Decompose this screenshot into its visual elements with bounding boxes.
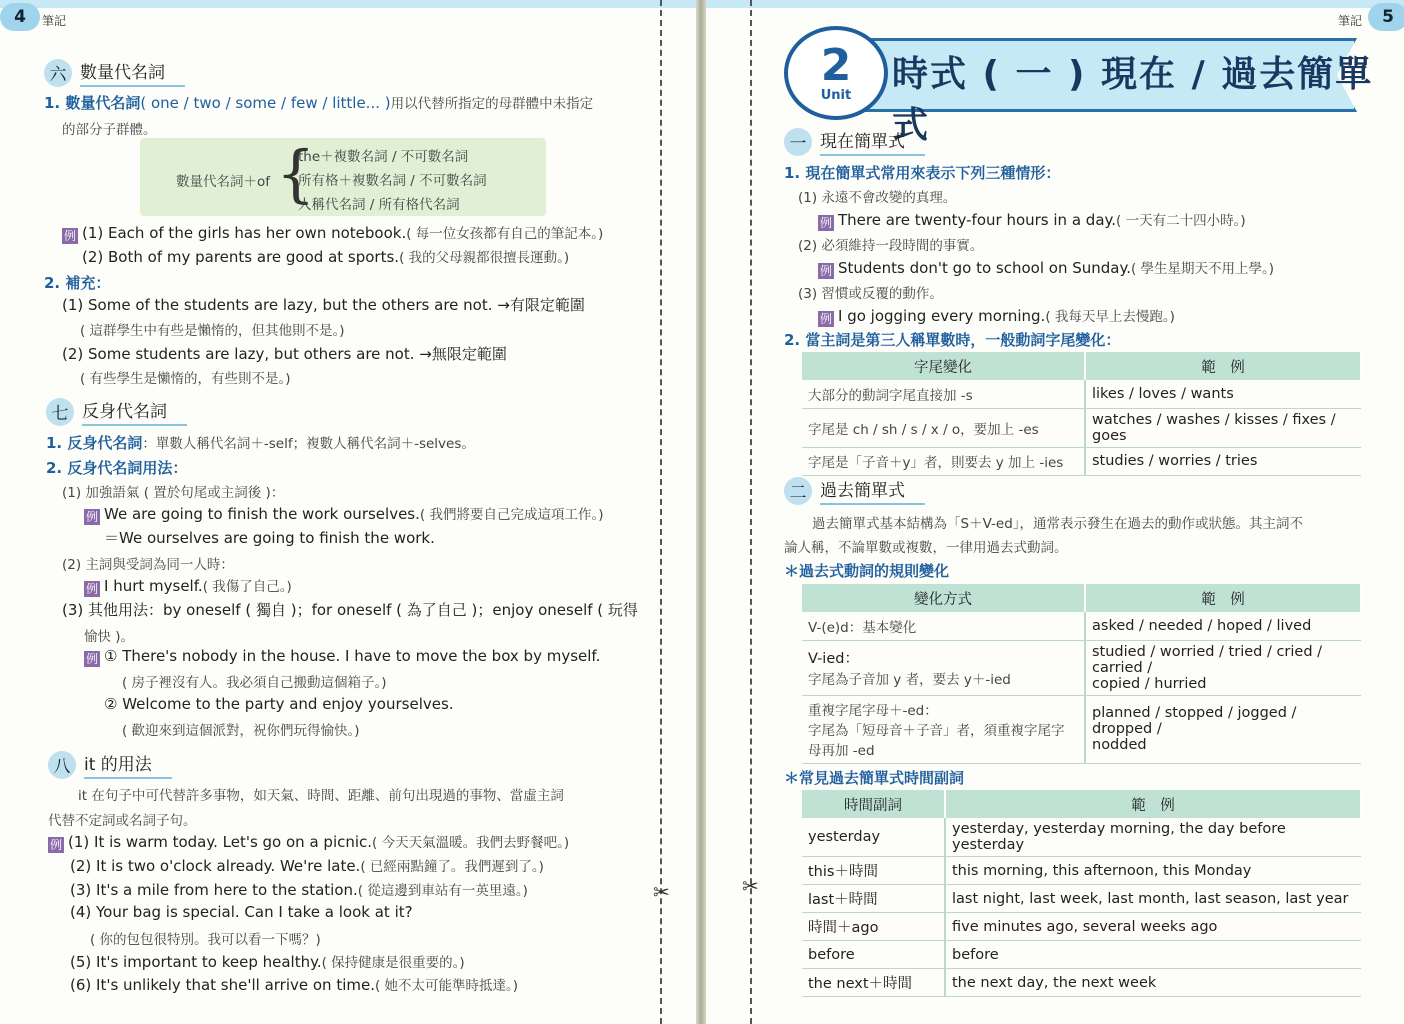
table-row: yesterday yesterday, yesterday morning, the day before yesterday: [802, 818, 1361, 857]
section-number-icon: 七: [46, 398, 74, 426]
usage: (2) 主詞與受詞為同一人時：: [62, 557, 234, 573]
example: (2) Both of my parents are good at sports.( 我的父母親都很擅長運動。): [82, 248, 570, 266]
section-title: 數量代名詞: [80, 58, 185, 87]
section-number-icon: 一: [784, 128, 812, 156]
example-badge: 例: [819, 264, 832, 278]
unit-title: 時式 ( 一 ) 現在 / 過去簡單式: [892, 54, 1374, 146]
example: (2) It is two o'clock already. We're late.( 已經兩點鐘了。我們遲到了。): [70, 857, 544, 875]
scissors-icon: ✂: [742, 874, 759, 898]
sub-heading: ＊常見過去簡單式時間副詞: [784, 769, 965, 787]
example: 例 (1) Each of the girls has her own notebook.( 每一位女孩都有自己的筆記本。): [63, 224, 604, 243]
table-row: 字尾是「子音＋y」者，則要去 y 加上 -ies studies / worries / tries: [802, 447, 1361, 475]
paragraph: 1. 現在簡單式常用來表示下列三種情形：: [784, 164, 1061, 182]
section-title: 過去簡單式: [820, 476, 925, 505]
table-row: V-ied： 字尾為子音加 y 者，要去 y＋-ied studied / worried / tried / cried / carried / copied / hurried: [802, 640, 1361, 695]
time-adverb-table: [802, 790, 1362, 997]
table-header: 範 例: [1085, 352, 1361, 380]
section-number-icon: 二: [784, 477, 812, 505]
formula-left: 數量代名詞＋of: [176, 174, 271, 190]
section-heading-7: [46, 397, 187, 426]
unit-label: Unit: [820, 87, 852, 103]
table-row: this＋時間 this morning, this afternoon, this Monday: [802, 857, 1361, 885]
unit-badge: [784, 26, 888, 120]
section-heading-1: [784, 127, 925, 156]
book-gutter: [696, 0, 706, 1024]
translation: ( 這群學生中有些是懶惰的，但其他則不是。): [80, 323, 345, 339]
table-row: the next＋時間 the next day, the next week: [802, 969, 1361, 997]
section-heading-6: [44, 58, 185, 87]
table-header: 範 例: [945, 790, 1361, 818]
example: ② Welcome to the party and enjoy yourselves.: [104, 695, 454, 713]
example-badge: 例: [85, 652, 98, 666]
example: 例 (1) It is warm today. Let's go on a picnic.( 今天天氣溫暖。我們去野餐吧。): [49, 833, 570, 852]
cut-line: [660, 0, 662, 1024]
example: 例 I hurt myself.( 我傷了自己。): [85, 577, 292, 596]
formula-option: 人稱代名詞 / 所有格代名詞: [298, 197, 460, 213]
table-row: 大部分的動詞字尾直接加 -s likes / loves / wants: [802, 380, 1361, 408]
page-number: 5: [1368, 3, 1404, 31]
translation: ( 歡迎來到這個派對，祝你們玩得愉快。): [122, 723, 360, 739]
right-page: [706, 0, 1404, 1024]
section-heading-8: [48, 750, 172, 779]
table-row: last＋時間 last night, last week, last month, last season, last year: [802, 885, 1361, 913]
example-badge: 例: [819, 216, 832, 230]
paragraph: 2. 當主詞是第三人稱單數時，一般動詞字尾變化：: [784, 331, 1121, 349]
translation: ( 有些學生是懶惰的，有些則不是。): [80, 371, 291, 387]
running-head: 筆記: [42, 14, 67, 28]
usage: 愉快 )。: [84, 629, 135, 645]
example-badge: 例: [819, 312, 832, 326]
usage: (1) 加強語氣 ( 置於句尾或主詞後 )：: [62, 485, 285, 501]
section-title: it 的用法: [84, 750, 172, 779]
sub-heading: ＊過去式動詞的規則變化: [784, 562, 950, 580]
cut-line: [750, 0, 752, 1024]
example: (5) It's important to keep healthy.( 保持健康是很重要的。): [70, 953, 465, 971]
top-band: [706, 0, 1404, 8]
brace: {: [276, 137, 316, 210]
formula-option: the＋複數名詞 / 不可數名詞: [298, 149, 469, 165]
example: 例 There are twenty-four hours in a day.( 一天有二十四小時。): [819, 211, 1246, 230]
example-badge: 例: [85, 510, 98, 524]
paragraph: 2. 補充：: [44, 274, 111, 292]
usage: (1) 永遠不會改變的真理。: [798, 190, 957, 206]
example-badge: 例: [85, 582, 98, 596]
scissors-icon: ✂: [653, 880, 670, 904]
unit-number: 2: [820, 39, 852, 91]
example: (3) It's a mile from here to the station.( 從這邊到車站有一英里遠。): [70, 881, 528, 899]
usage: (3) 習慣或反覆的動作。: [798, 286, 943, 302]
paragraph: 論人稱，不論單數或複數，一律用過去式動詞。: [784, 540, 1068, 556]
example: (4) Your bag is special. Can I take a look at it?: [70, 903, 413, 921]
example: 例 I go jogging every morning.( 我每天早上去慢跑。): [819, 307, 1175, 326]
example: (2) Some students are lazy, but others are not. →無限定範圍: [62, 345, 507, 363]
paragraph: 代替不定詞或名詞子句。: [48, 813, 197, 829]
translation: ( 你的包包很特別。我可以看一下嗎？): [90, 932, 321, 948]
table-row: 時間＋ago five minutes ago, several weeks ago: [802, 913, 1361, 941]
table-header: 變化方式: [802, 584, 1085, 612]
paragraph: 2. 反身代名詞用法：: [46, 459, 188, 477]
paragraph: it 在句子中可代替許多事物，如天氣、時間、距離、前句出現過的事物、當虛主詞: [78, 788, 564, 804]
page-number: 4: [0, 3, 40, 31]
table-row: V-(e)d：基本變化 asked / needed / hoped / lived: [802, 612, 1361, 640]
section-heading-2: [784, 476, 925, 505]
table-row: 字尾是 ch / sh / s / x / o，要加上 -es watches / washes / kisses / fixes / goes: [802, 408, 1361, 447]
usage: (3) 其他用法：by oneself ( 獨自 )；for oneself ( 為了自己 )；enjoy oneself ( 玩得: [62, 601, 638, 619]
running-head: 筆記: [1338, 14, 1363, 28]
table-row: 重複字尾字母＋-ed： 字尾為「短母音＋子音」者，須重複字尾字 母再加 -ed planned / stopped / jogged / dropped / nodded: [802, 695, 1361, 763]
paragraph: 1. 數量代名詞( one / two / some / few / little... )用以代替所指定的母群體中未指定: [44, 94, 594, 112]
example: 例 Students don't go to school on Sunday.( 學生星期天不用上學。): [819, 259, 1275, 278]
section-title: 反身代名詞: [82, 397, 187, 426]
section-title: 現在簡單式: [820, 127, 925, 156]
paragraph: 的部分子群體。: [62, 122, 157, 138]
table-row: before before: [802, 941, 1361, 969]
usage: (2) 必須維持一段時間的事實。: [798, 238, 984, 254]
example: 例 ① There's nobody in the house. I have to move the box by myself.: [85, 647, 601, 666]
section-number-icon: 八: [48, 751, 76, 779]
example: (1) Some of the students are lazy, but the others are not. →有限定範圍: [62, 296, 585, 314]
example: ＝We ourselves are going to finish the work.: [104, 529, 435, 547]
example-badge: 例: [63, 229, 76, 243]
translation: ( 房子裡沒有人。我必須自己搬動這個箱子。): [122, 675, 387, 691]
section-number-icon: 六: [44, 59, 72, 87]
table-header: 範 例: [1085, 584, 1361, 612]
formula-option: 所有格＋複數名詞 / 不可數名詞: [298, 173, 487, 189]
example: 例 We are going to finish the work ourselves.( 我們將要自己完成這項工作。): [85, 505, 604, 524]
left-page: [0, 0, 696, 1024]
example: (6) It's unlikely that she'll arrive on time.( 她不太可能準時抵達。): [70, 976, 519, 994]
paragraph: 過去簡單式基本結構為「S＋V-ed」，通常表示發生在過去的動作或狀態。其主詞不: [812, 516, 1304, 532]
verb-ending-table: [802, 352, 1362, 476]
past-tense-rule-table: [802, 584, 1362, 764]
example-badge: 例: [49, 838, 62, 852]
top-band: [0, 0, 696, 8]
paragraph: 1. 反身代名詞：單數人稱代名詞＋-self；複數人稱代名詞＋-selves。: [46, 434, 475, 452]
table-header: 字尾變化: [802, 352, 1085, 380]
table-header: 時間副詞: [802, 790, 945, 818]
